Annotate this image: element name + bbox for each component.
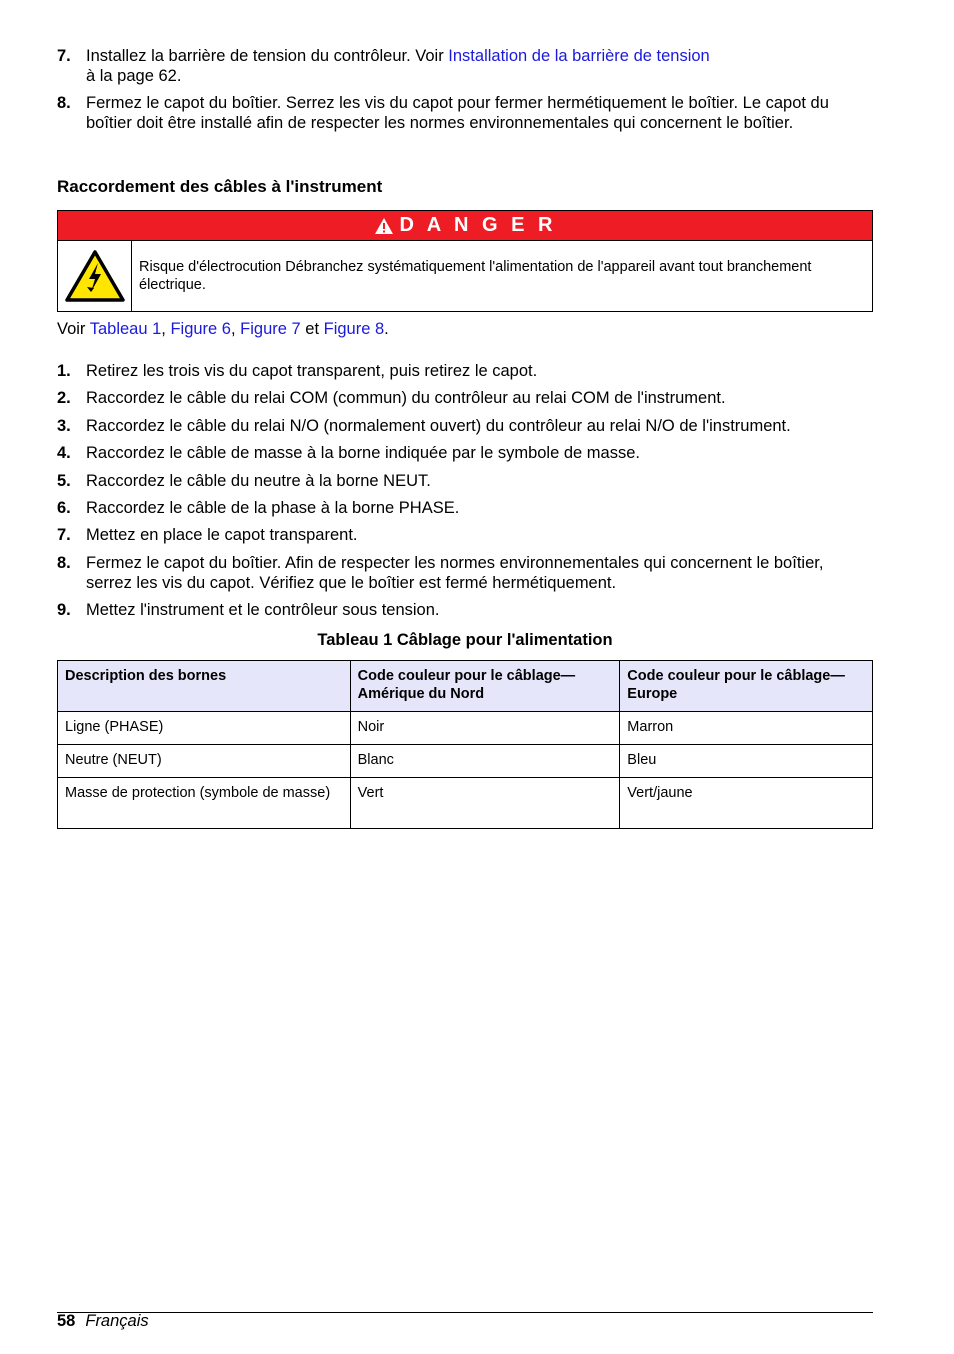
table-cell: Vert/jaune [620, 778, 873, 829]
warning-triangle-icon [374, 217, 394, 235]
step-item [57, 388, 873, 408]
link-figure-7[interactable]: Figure 7 [240, 320, 301, 338]
step-text: Raccordez le câble du relai COM (commun) du contrôleur au relai COM de l'instrument. [86, 389, 726, 408]
danger-icon-cell [58, 241, 132, 311]
footer-divider [57, 1312, 873, 1313]
step-number: 2. [57, 389, 71, 408]
table-row [58, 778, 873, 829]
footer-language: Français [85, 1312, 149, 1330]
step-number: 7. [57, 526, 71, 545]
column-header: Code couleur pour le câblage—Europe [620, 661, 873, 712]
table-cell: Marron [620, 712, 873, 745]
table-row [58, 712, 873, 745]
table-cell: Blanc [350, 745, 620, 778]
link-installation-barriere[interactable]: Installation de la barrière de tension [448, 47, 710, 65]
step-text: Raccordez le câble de la phase à la borne PHASE. [86, 498, 460, 517]
step-number: 1. [57, 362, 71, 380]
step-item [57, 46, 873, 86]
column-header: Description des bornes [58, 661, 351, 712]
step-item [57, 600, 873, 620]
step-item [57, 525, 873, 545]
table-cell: Ligne (PHASE) [58, 712, 351, 745]
step-item [57, 471, 873, 491]
step-item [57, 498, 873, 518]
electrical-hazard-icon [64, 249, 126, 303]
table-row [58, 745, 873, 778]
step-number: 6. [57, 498, 71, 517]
step-number: 7. [57, 47, 71, 65]
link-figure-8[interactable]: Figure 8 [323, 320, 385, 338]
step-text: Installez la barrière de tension du contrôleur. Voir Installation de la barrière de tension à la page 62. [86, 47, 710, 85]
step-number: 4. [57, 444, 71, 463]
step-text: Raccordez le câble du relai N/O (normalement ouvert) du contrôleur au relai N/O de l'instrument. [86, 416, 791, 435]
table-cell: Masse de protection (symbole de masse) [58, 778, 351, 829]
section-heading: Raccordement des câbles à l'instrument [57, 177, 383, 196]
table-cell: Noir [350, 712, 620, 745]
table-cell: Vert [350, 778, 620, 829]
table-caption: Tableau 1 Câblage pour l'alimentation [317, 631, 613, 649]
table-cell: Neutre (NEUT) [58, 745, 351, 778]
link-figure-6[interactable]: Figure 6 [170, 320, 231, 338]
step-item [57, 553, 873, 593]
page-footer [57, 1312, 149, 1331]
danger-label: D A N G E R [399, 214, 557, 236]
step-number: 3. [57, 416, 71, 435]
step-text: Raccordez le câble du neutre à la borne NEUT. [86, 471, 431, 490]
step-item [57, 93, 873, 133]
step-text: Mettez l'instrument et le contrôleur sous tension. [86, 601, 440, 620]
danger-body [58, 241, 872, 311]
step-item [57, 443, 873, 463]
see-references: Voir Tableau 1, Figure 6, Figure 7 et Figure 8. [57, 320, 389, 338]
step-number: 8. [57, 94, 71, 112]
table-cell: Bleu [620, 745, 873, 778]
steps-list-top [57, 46, 873, 140]
step-item [57, 416, 873, 436]
step-number: 9. [57, 601, 71, 620]
page-number: 58 [57, 1312, 76, 1330]
step-number: 5. [57, 471, 71, 490]
power-wiring-table [57, 660, 873, 829]
step-text: Mettez en place le capot transparent. [86, 526, 358, 545]
step-text: Retirez les trois vis du capot transparent, puis retirez le capot. [86, 362, 538, 380]
step-text: Fermez le capot du boîtier. Serrez les vis du capot pour fermer hermétiquement le boîtier. Le capot du boîtier doit être installé afin de respecter les normes environnementales qui concernent le boîtier. [86, 94, 829, 132]
step-text: Raccordez le câble de masse à la borne indiquée par le symbole de masse. [86, 444, 640, 463]
danger-text: Risque d'électrocution Débranchez systématiquement l'alimentation de l'appareil avant tout branchement électrique. [139, 259, 812, 293]
step-number: 8. [57, 553, 71, 572]
column-header: Code couleur pour le câblage—Amérique du Nord [350, 661, 620, 712]
link-tableau-1[interactable]: Tableau 1 [89, 320, 162, 338]
danger-notice [57, 210, 873, 312]
table-header-row [58, 661, 873, 712]
danger-header [58, 211, 872, 241]
step-text: Fermez le capot du boîtier. Afin de respecter les normes environnementales qui concernent le boîtier, serrez les vis du capot. Vérifiez que le boîtier est fermé hermétiquement. [86, 553, 824, 592]
steps-list-main [57, 361, 873, 628]
step-item [57, 361, 873, 381]
